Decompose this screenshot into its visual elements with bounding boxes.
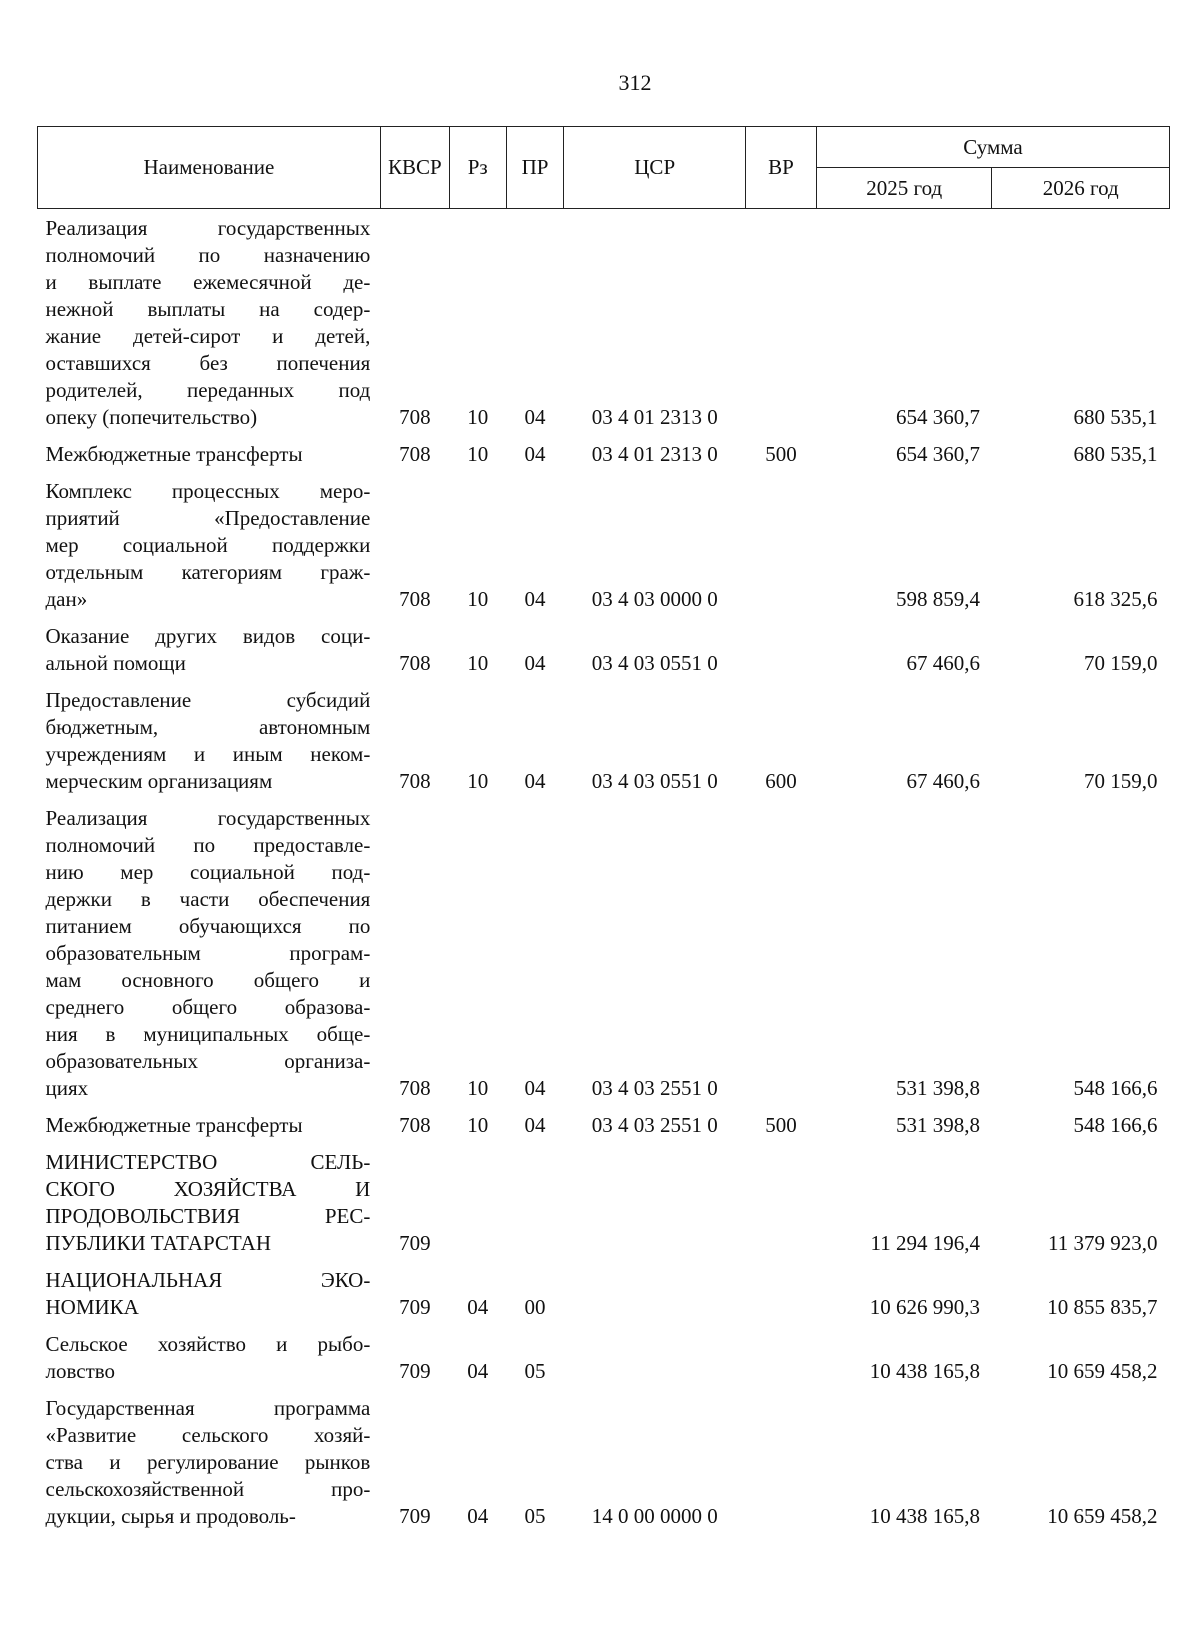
row-pr: [506, 1143, 564, 1261]
row-vr: 500: [765, 1113, 797, 1137]
header-year-2026: 2026 год: [992, 168, 1170, 209]
row-csr: 14 0 00 0000 0: [591, 1504, 718, 1528]
row-kvsr: 708: [399, 769, 431, 793]
budget-table: [37, 126, 1170, 1534]
row-rz: 10: [467, 587, 489, 611]
row-kvsr: 709: [399, 1359, 431, 1383]
row-pr: 04: [524, 442, 546, 466]
row-vr: [745, 799, 816, 1106]
row-csr: 03 4 01 2313 0: [591, 405, 718, 429]
row-rz: 04: [467, 1295, 489, 1319]
row-rz: 10: [467, 1076, 489, 1100]
row-pr: 04: [524, 651, 546, 675]
row-name-line: образовательных организа-: [45, 1049, 371, 1073]
row-kvsr: 708: [399, 651, 431, 675]
row-rz: [449, 1143, 506, 1261]
row-name-line: отдельным категориям граж-: [45, 560, 371, 584]
row-pr: 04: [524, 587, 546, 611]
row-rz: 10: [467, 651, 489, 675]
row-name-line: НОМИКА: [45, 1295, 139, 1319]
row-pr: 05: [524, 1359, 546, 1383]
row-pr: 04: [524, 1076, 546, 1100]
row-name-line: полномочий по предоставле-: [45, 833, 371, 857]
row-vr: [745, 209, 816, 436]
row-sum-2026: 548 166,6: [1073, 1076, 1158, 1100]
table-row: [38, 799, 1170, 1106]
row-name-line: Реализация государственных: [45, 216, 371, 240]
row-name-line: образовательным програм-: [45, 941, 371, 965]
header-rz: Рз: [449, 127, 506, 209]
row-csr: 03 4 03 2551 0: [591, 1113, 718, 1137]
row-csr: [564, 1143, 746, 1261]
row-sum-2026: 680 535,1: [1073, 405, 1158, 429]
row-vr: [745, 472, 816, 617]
row-name-line: дан»: [45, 587, 88, 611]
row-kvsr: 708: [399, 1113, 431, 1137]
row-name-line: ловство: [45, 1359, 116, 1383]
table-row: [38, 1325, 1170, 1389]
row-rz: 10: [467, 1113, 489, 1137]
row-name: [38, 799, 381, 1106]
row-name-line: Реализация государственных: [45, 806, 371, 830]
row-sum-2026: 10 659 458,2: [1047, 1359, 1158, 1383]
row-name-line: оставшихся без попечения: [45, 351, 371, 375]
row-name: [38, 681, 381, 799]
row-vr: [745, 1261, 816, 1325]
row-name: [38, 617, 381, 681]
row-name-line: альной помощи: [45, 651, 186, 675]
row-name-line: МИНИСТЕРСТВО СЕЛЬ-: [45, 1150, 371, 1174]
row-name-line: приятий «Предоставление: [45, 506, 371, 530]
row-name: [38, 1143, 381, 1261]
row-name: [38, 1389, 381, 1534]
row-sum-2025: 654 360,7: [895, 442, 980, 466]
row-rz: 10: [467, 769, 489, 793]
row-name-line: нежной выплаты на содер-: [45, 297, 371, 321]
row-kvsr: 709: [399, 1231, 431, 1255]
row-pr: 00: [524, 1295, 546, 1319]
header-sum: Сумма: [816, 127, 1169, 168]
row-name-line: Предоставление субсидий: [45, 688, 371, 712]
row-name-line: Сельское хозяйство и рыбо-: [45, 1332, 371, 1356]
row-name-line: держки в части обеспечения: [45, 887, 371, 911]
row-name: [38, 1325, 381, 1389]
row-sum-2025: 11 294 196,4: [870, 1231, 980, 1255]
row-name-line: и выплате ежемесячной де-: [45, 270, 371, 294]
header-year-2025: 2025 год: [816, 168, 991, 209]
row-csr: 03 4 03 0551 0: [591, 769, 718, 793]
row-name: [38, 1106, 381, 1143]
row-pr: 04: [524, 769, 546, 793]
row-csr: 03 4 01 2313 0: [591, 442, 718, 466]
row-sum-2026: 618 325,6: [1073, 587, 1158, 611]
row-name-line: мер социальной поддержки: [45, 533, 371, 557]
table-row: [38, 617, 1170, 681]
row-sum-2026: 11 379 923,0: [1048, 1231, 1158, 1255]
row-name: [38, 1261, 381, 1325]
row-rz: 10: [467, 405, 489, 429]
row-rz: 04: [467, 1504, 489, 1528]
row-name-line: НАЦИОНАЛЬНАЯ ЭКО-: [45, 1268, 371, 1292]
row-name: [38, 209, 381, 436]
row-vr: [745, 1143, 816, 1261]
row-name-line: Межбюджетные трансферты: [45, 1113, 303, 1137]
header-vr: ВР: [745, 127, 816, 209]
row-name-line: Государственная программа: [45, 1396, 371, 1420]
row-csr: 03 4 03 0000 0: [591, 587, 718, 611]
row-rz: 04: [467, 1359, 489, 1383]
row-sum-2025: 67 460,6: [906, 651, 980, 675]
row-name-line: ПРОДОВОЛЬСТВИЯ РЕС-: [45, 1204, 371, 1228]
row-pr: 04: [524, 405, 546, 429]
table-row: [38, 472, 1170, 617]
table-body: [38, 209, 1170, 1535]
row-sum-2025: 10 438 165,8: [869, 1359, 980, 1383]
row-name-line: циях: [45, 1076, 89, 1100]
header-pr: ПР: [506, 127, 564, 209]
row-pr: 04: [524, 1113, 546, 1137]
row-pr: 05: [524, 1504, 546, 1528]
row-kvsr: 709: [399, 1504, 431, 1528]
row-name-line: ПУБЛИКИ ТАТАРСТАН: [45, 1231, 272, 1255]
table-row: [38, 1106, 1170, 1143]
row-name-line: СКОГО ХОЗЯЙСТВА И: [45, 1177, 371, 1201]
row-name-line: опеку (попечительство): [45, 405, 258, 429]
row-csr: [564, 1261, 746, 1325]
row-name-line: Комплекс процессных меро-: [45, 479, 371, 503]
row-vr: [745, 1389, 816, 1534]
row-name: [38, 472, 381, 617]
row-name-line: Оказание других видов соци-: [45, 624, 371, 648]
row-csr: 03 4 03 2551 0: [591, 1076, 718, 1100]
row-name-line: ния в муниципальных обще-: [45, 1022, 371, 1046]
table-row: [38, 1261, 1170, 1325]
table-header: [38, 127, 1170, 209]
table-row: [38, 1389, 1170, 1534]
row-name-line: Межбюджетные трансферты: [45, 442, 303, 466]
row-name-line: нию мер социальной под-: [45, 860, 371, 884]
row-name-line: полномочий по назначению: [45, 243, 371, 267]
row-name-line: среднего общего образова-: [45, 995, 371, 1019]
row-name-line: питанием обучающихся по: [45, 914, 371, 938]
row-csr: 03 4 03 0551 0: [591, 651, 718, 675]
row-name-line: мерческим организациям: [45, 769, 273, 793]
header-csr: ЦСР: [564, 127, 746, 209]
table-row: [38, 1143, 1170, 1261]
row-sum-2025: 67 460,6: [906, 769, 980, 793]
row-name-line: родителей, переданных под: [45, 378, 371, 402]
row-name-line: учреждениям и иным неком-: [45, 742, 371, 766]
row-sum-2025: 10 438 165,8: [869, 1504, 980, 1528]
row-vr: 600: [765, 769, 797, 793]
row-name-line: дукции, сырья и продоволь-: [45, 1504, 296, 1528]
row-kvsr: 708: [399, 587, 431, 611]
row-name-line: жание детей-сирот и детей,: [45, 324, 371, 348]
row-name-line: «Развитие сельского хозяй-: [45, 1423, 371, 1447]
row-sum-2026: 70 159,0: [1084, 651, 1158, 675]
header-name: Наименование: [38, 127, 381, 209]
row-kvsr: 709: [399, 1295, 431, 1319]
table-row: [38, 681, 1170, 799]
row-sum-2026: 70 159,0: [1084, 769, 1158, 793]
row-sum-2025: 531 398,8: [895, 1113, 980, 1137]
table-row: [38, 209, 1170, 436]
row-sum-2026: 10 855 835,7: [1047, 1295, 1158, 1319]
row-sum-2025: 654 360,7: [895, 405, 980, 429]
page-number: 312: [618, 70, 652, 95]
row-kvsr: 708: [399, 1076, 431, 1100]
row-name-line: бюджетным, автономным: [45, 715, 371, 739]
row-kvsr: 708: [399, 405, 431, 429]
row-name-line: сельскохозяйственной про-: [45, 1477, 371, 1501]
row-rz: 10: [467, 442, 489, 466]
row-sum-2026: 548 166,6: [1073, 1113, 1158, 1137]
row-sum-2026: 680 535,1: [1073, 442, 1158, 466]
row-sum-2026: 10 659 458,2: [1047, 1504, 1158, 1528]
row-kvsr: 708: [399, 442, 431, 466]
row-csr: [564, 1325, 746, 1389]
row-sum-2025: 10 626 990,3: [869, 1295, 980, 1319]
row-vr: [745, 617, 816, 681]
row-vr: [745, 1325, 816, 1389]
row-vr: 500: [765, 442, 797, 466]
table-row: [38, 435, 1170, 472]
row-name-line: ства и регулирование рынков: [45, 1450, 371, 1474]
row-name-line: мам основного общего и: [45, 968, 371, 992]
row-sum-2025: 598 859,4: [895, 587, 980, 611]
header-kvsr: КВСР: [380, 127, 449, 209]
row-sum-2025: 531 398,8: [895, 1076, 980, 1100]
row-name: [38, 435, 381, 472]
